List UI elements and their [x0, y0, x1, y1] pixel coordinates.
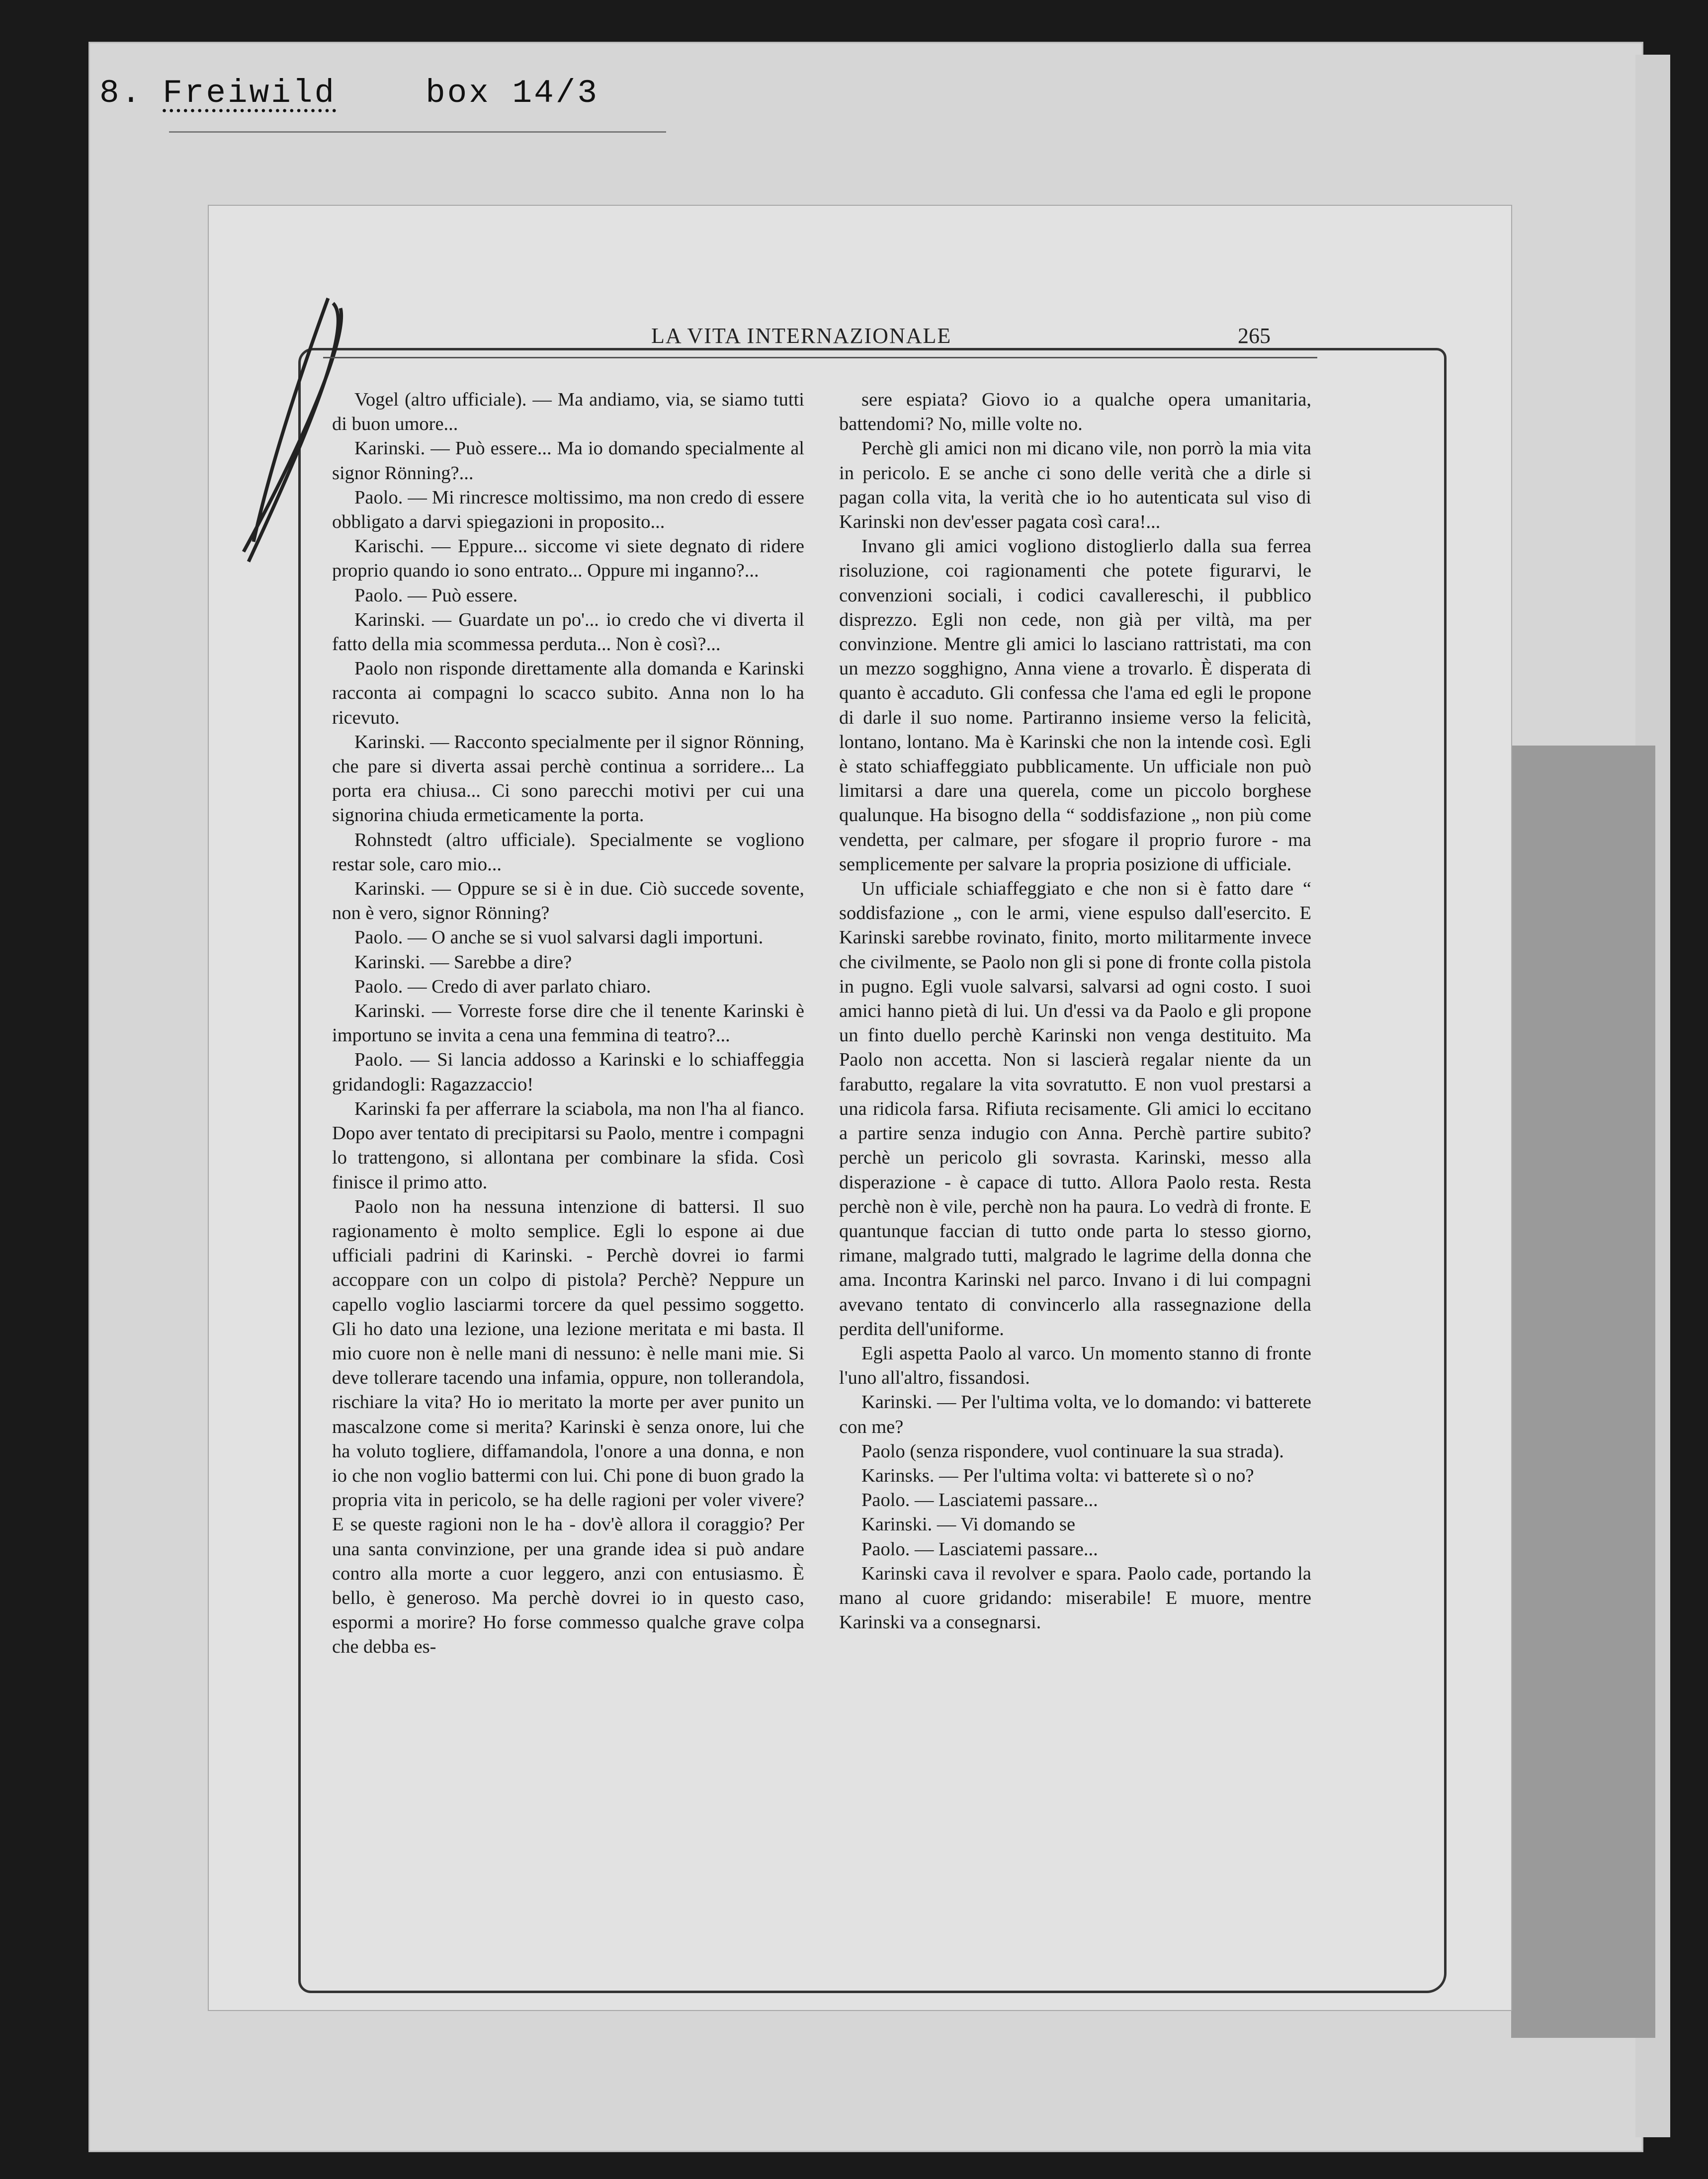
paragraph: Paolo. — Lasciatemi passare... — [861, 1538, 1098, 1560]
label-rule — [169, 131, 666, 133]
left-column — [332, 388, 804, 1660]
paragraph: Karinski. — Può essere... Ma io domando specialmente al signor Rönning?... — [332, 438, 804, 484]
paragraph: Paolo non risponde direttamente alla domanda e Karinski racconta ai compagni lo scacco subito. Anna non lo ha ricevuto. — [332, 658, 804, 728]
paragraph: Paolo. — O anche se si vuol salvarsi dagli importuni. — [354, 927, 764, 948]
paragraph: Perchè gli amici non mi dicano vile, non porrò la mia vita in pericolo. E se anche ci sono delle verità che a dirle si pagan colla vita, la verità che io ho autenticata sul viso di Karinski non dev'esser pagata così cara!... — [839, 438, 1311, 533]
paragraph: Vogel (altro ufficiale). — Ma andiamo, via, se siamo tutti di buon umore... — [332, 389, 804, 435]
paragraph: Karinski. — Per l'ultima volta, ve lo domando: vi batterete con me? — [839, 1392, 1311, 1437]
paragraph: Karinski. — Racconto specialmente per il signor Rönning, che pare si diverta assai perchè continua a sorridere... La porta era chiusa... Ci sono parecchi motivi per cui una signorina chiuda ermeticamente la porta. — [332, 731, 804, 826]
paragraph: Paolo. — Credo di aver parlato chiaro. — [354, 976, 651, 997]
paragraph: Karischi. — Eppure... siccome vi siete degnato di ridere proprio quando io sono entrato... Oppure mi inganno?... — [332, 536, 804, 582]
paragraph: Paolo (senza rispondere, vuol continuare la sua strada). — [861, 1440, 1284, 1462]
paragraph: Karinski fa per afferrare la sciabola, ma non l'ha al fianco. Dopo aver tentato di precipitarsi su Paolo, mentre i compagni lo trattengono, si allontana per combinare la sfida. Così finisce il primo atto. — [332, 1098, 804, 1193]
paragraph: Karinski. — Guardate un po'... io credo che vi diverta il fatto della mia scommessa perduta... Non è così?... — [332, 609, 804, 655]
head-rule — [323, 357, 1317, 358]
paragraph: Egli aspetta Paolo al varco. Un momento stanno di fronte l'uno all'altro, fissandosi. — [839, 1342, 1311, 1389]
paragraph: Paolo. — Si lancia addosso a Karinski e lo schiaffeggia gridandogli: Ragazzaccio! — [332, 1049, 804, 1095]
paragraph: Karinsks. — Per l'ultima volta: vi batterete sì o no? — [861, 1465, 1254, 1486]
right-column — [839, 388, 1311, 1635]
paragraph: Karinski. — Sarebbe a dire? — [354, 951, 572, 973]
archive-label — [99, 75, 599, 112]
paragraph: Karinski. — Vorreste forse dire che il tenente Karinski è importuno se invita a cena una femmina di teatro?... — [332, 1001, 804, 1046]
running-title: LA VITA INTERNAZIONALE — [651, 324, 952, 348]
paragraph: Rohnstedt (altro ufficiale). Specialmente se vogliono restar sole, caro mio... — [332, 829, 804, 875]
label-box: box 14/3 — [426, 75, 599, 112]
paragraph: Karinski. — Vi domando se — [861, 1514, 1076, 1535]
paragraph: Paolo. — Può essere. — [354, 585, 518, 606]
running-head — [323, 323, 1317, 353]
paragraph: Karinski. — Oppure se si è in due. Ciò succede sovente, non è vero, signor Rönning? — [332, 878, 804, 924]
paragraph: sere espiata? Giovo io a qualche opera umanitaria, battendomi? No, mille volte no. — [839, 389, 1311, 435]
paragraph: Paolo. — Mi rincresce moltissimo, ma non credo di essere obbligato a darvi spiegazioni in proposito... — [332, 487, 804, 533]
paragraph: Paolo. — Lasciatemi passare... — [861, 1490, 1098, 1511]
paragraph: Invano gli amici vogliono distoglierlo dalla sua ferrea risoluzione, coi ragionamenti che potete figurarvi, le convenzioni sociali, i codici cavallereschi, il pubblico disprezzo. Egli non cede, non già per viltà, ma per convinzione. Mentre gli amici lo lasciano rattristati, ma con un mezzo sogghigno, Anna viene a trovarlo. È disperata di quanto è accaduto. Gli confessa che l'ama ed egli le propone di darle il suo nome. Partiranno insieme verso la felicità, lontano, lontano. Ma è Karinski che non la intende così. Egli è stato schiaffeggiato pubblicamente. Un ufficiale non può limitarsi a dare una querela, come un piccolo borghese qualunque. Ha bisogno della “ soddisfazione „ non più come vendetta, per calmare, per sfogare il proprio furore - ma semplicemente per salvare la propria posizione di ufficiale. — [839, 536, 1311, 875]
paragraph: Un ufficiale schiaffeggiato e che non si è fatto dare “ soddisfazione „ con le armi, viene espulso dall'esercito. E Karinski sarebbe rovinato, finito, morto militarmente invece che civilmente, se Paolo non gli si pone di fronte colla pistola in pugno. Egli vuole salvarsi, salvarsi ad ogni costo. I suoi amici hanno pietà di lui. Un d'essi va da Paolo e gli propone un finto duello perchè Karinski non venga destituito. Ma Paolo non accetta. Non si lascierà regalar niente da un farabutto, regalare la vita sovratutto. E non vuol prestarsi a una ridicola farsa. Rifiuta recisamente. Gli amici lo eccitano a partire senza indugio con Anna. Perchè partire subito? perchè un pericolo gli sovrasta. Karinski, messo alla disperazione - è capace di tutto. Allora Paolo resta. Resta perchè non è vile, perchè non ha paura. Lo vedrà di fronte. E quantunque faccian di tutto onde parta lo stesso giorno, rimane, malgrado tutti, malgrado le lagrime della donna che ama. Incontra Karinski nel parco. Invano i di lui compagni avevano tentato di convincerlo alla rassegnazione della perdita dell'uniforme. — [839, 878, 1311, 1340]
paragraph: Paolo non ha nessuna intenzione di battersi. Il suo ragionamento è molto semplice. Egli lo espone ai due ufficiali padrini di Karinski. - Perchè dovrei io farmi accoppare con un colpo di pistola? Perchè? Neppure un capello voglio lasciarmi torcere da quel pessimo soggetto. Gli ho dato una lezione, una lezione meritata e mi basta. Il mio cuore non è nelle mani di nessuno: è nelle mani mie. Si deve tollerare tacendo una infamia, oppure, non tollerandola, rischiare la vita? Ho io meritato la morte per aver punito un mascalzone come si merita? Karinski è senza onore, lui che ha voluto togliere, diffamandola, l'onore a una donna, e non io che non voglio battermi con lui. Chi pone di buon grado la propria vita in pericolo, se ha delle ragioni per voler vivere? E se queste ragioni non le ha - dov'è allora il coraggio? Per una santa convinzione, per una grande idea si può andare contro alla morte a cuor leggero, anzi con entusiasmo. È bello, è generoso. Ma perchè dovrei io in questo caso, espormi a morire? Ho forse commesso qualche grave colpa che debba es- — [332, 1196, 804, 1658]
label-title: Freiwild — [163, 75, 337, 112]
backing-strip — [1511, 746, 1655, 2038]
label-number: 8. — [99, 75, 143, 112]
page-number: 265 — [1238, 324, 1271, 348]
paragraph: Karinski cava il revolver e spara. Paolo cade, portando la mano al cuore gridando: miserabile! E muore, mentre Karinski va a consegnarsi. — [839, 1563, 1311, 1633]
